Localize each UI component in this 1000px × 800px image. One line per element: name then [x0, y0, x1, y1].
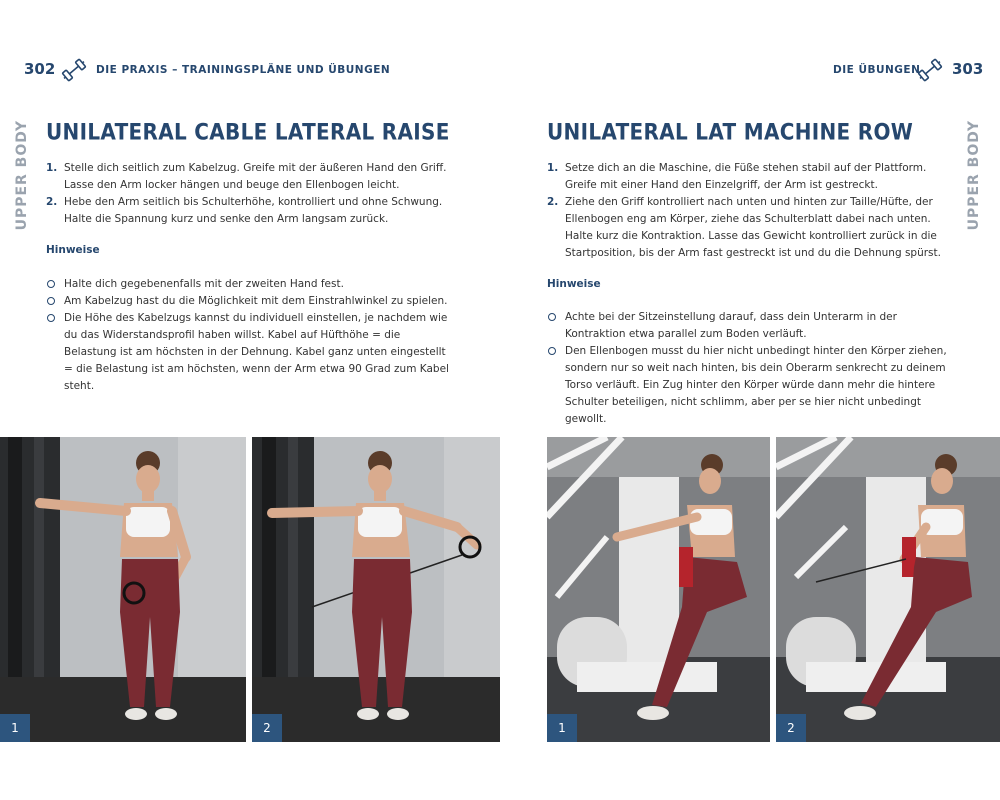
right-page [500, 0, 1000, 800]
note-item: Den Ellenbogen musst du hier nicht unbedingt hinter den Körper ziehen, sondern nur so weit nach hinten, bis dein Oberarm senkrecht zu deinem Torso verläuft. Ein Zug hinter den Körper würde dann mehr die hintere Schulter beteiligen, nicht schlimm, aber per se hier nicht unbedingt gewollt. [547, 343, 955, 428]
bullet-icon [548, 347, 556, 355]
note-item: Am Kabelzug hast du die Möglichkeit mit dem Einstrahlwinkel zu spielen. [46, 293, 454, 310]
page-number: 303 [952, 60, 984, 78]
notes-list [547, 309, 955, 428]
exercise-photo-1 [547, 437, 770, 742]
notes-heading: Hinweise [46, 244, 100, 256]
bullet-icon [47, 314, 55, 322]
side-section-label: UPPER BODY [966, 120, 982, 231]
note-item: Die Höhe des Kabelzugs kannst du individuell einstellen, je nachdem wie du das Widerstandsprofil haben willst. Kabel auf Hüfthöhe = die Belastung ist am höchsten in der Dehnung. Kabel ganz unten eingestellt = die Belastung ist am höchsten, wenn der Arm etwa 90 Grad zum Kabel steht. [46, 310, 454, 395]
notes-heading: Hinweise [547, 278, 601, 290]
instruction-steps [547, 160, 955, 262]
photo-step-badge: 2 [776, 714, 806, 742]
exercise-photo-1 [0, 437, 246, 742]
step-item: 2. Ziehe den Griff kontrolliert nach unten und hinten zur Taille/Hüfte, der Ellenbogen eng am Körper, ziehe das Schulterblatt dabei nach unten. Halte kurz die Kontraktion. Lasse das Gewicht kontrolliert zurück in die Startposition, bis der Arm fast gestreckt ist und du die Dehnung spürst. [547, 196, 941, 259]
dumbbell-icon [916, 56, 944, 84]
step-item: 2. Hebe den Arm seitlich bis Schulterhöhe, kontrolliert und ohne Schwung. Halte die Spannung kurz und senke den Arm langsam zurück. [46, 196, 443, 225]
photo-step-badge: 2 [252, 714, 282, 742]
step-item: 1. Setze dich an die Maschine, die Füße stehen stabil auf der Plattform. Greife mit einer Hand den Einzelgriff, der Arm ist gestreckt. [547, 162, 927, 191]
note-item: Achte bei der Sitzeinstellung darauf, dass dein Unterarm in der Kontraktion etwa parallel zum Boden verläuft. [547, 309, 955, 343]
side-section-label: UPPER BODY [14, 120, 30, 231]
exercise-photo-2 [776, 437, 1000, 742]
exercise-photo-2 [252, 437, 500, 742]
exercise-title: UNILATERAL CABLE LATERAL RAISE [46, 118, 450, 145]
running-header: DIE PRAXIS – TRAININGSPLÄNE UND ÜBUNGEN [96, 64, 391, 76]
bullet-icon [548, 313, 556, 321]
instruction-steps [46, 160, 454, 228]
photo-step-badge: 1 [547, 714, 577, 742]
page-number: 302 [24, 60, 56, 78]
notes-list [46, 276, 454, 395]
dumbbell-icon [60, 56, 88, 84]
exercise-title: UNILATERAL LAT MACHINE ROW [547, 118, 914, 145]
note-item: Halte dich gegebenenfalls mit der zweiten Hand fest. [46, 276, 454, 293]
bullet-icon [47, 297, 55, 305]
running-header: DIE ÜBUNGEN [833, 64, 921, 76]
photo-step-badge: 1 [0, 714, 30, 742]
step-item: 1. Stelle dich seitlich zum Kabelzug. Greife mit der äußeren Hand den Griff. Lasse den Arm locker hängen und beuge den Ellenbogen leicht. [46, 162, 447, 191]
bullet-icon [47, 280, 55, 288]
